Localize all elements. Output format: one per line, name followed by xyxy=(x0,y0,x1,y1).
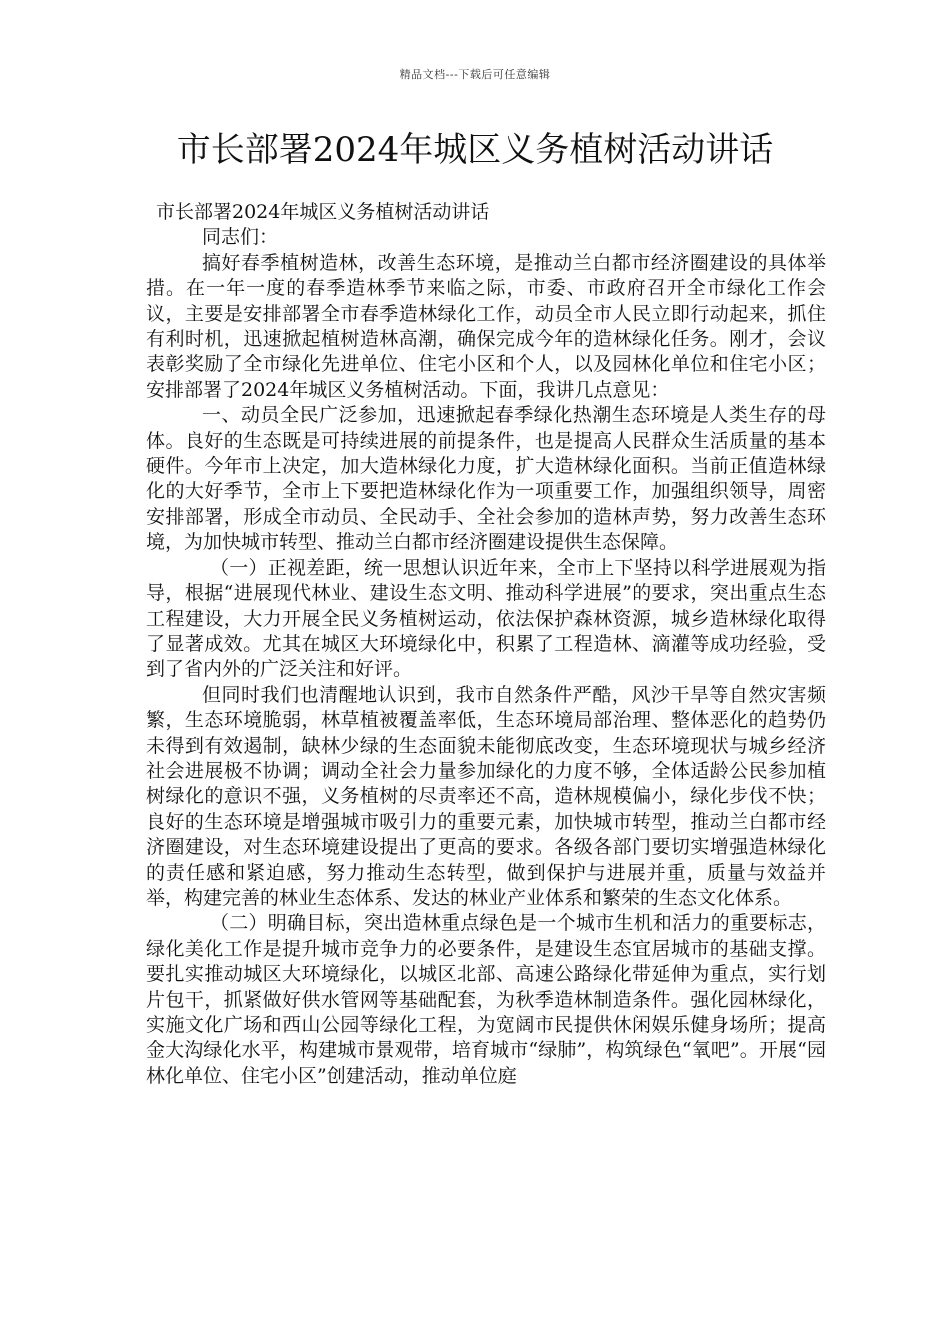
salutation: 同志们： xyxy=(202,226,279,249)
paragraph-subsection-2: （二）明确目标，突出造林重点绿色是一个城市生机和活力的重要标志，绿化美化工作是提升城市竞争力的必要条件，是建设生态宜居城市的基础支撑。要扎实推动城区大环境绿化，以城区北部、高速公路绿化带延伸为重点，实行划片包干，抓紧做好供水管网等基础配套，为秋季造林制造条件。强化园林绿化，实施文化广场和西山公园等绿化工程，为宽阔市民提供休闲娱乐健身场所；提高金大沟绿化水平，构建城市景观带，培育城市“绿肺”，构筑绿色“氧吧”。开展“园林化单位、住宅小区”创建活动，推动单位庭 xyxy=(146,912,826,1087)
document-subtitle: 市长部署2024年城区义务植树活动讲话 xyxy=(156,201,490,223)
document-body xyxy=(146,200,826,1089)
header-note: 精品文档---下载后可任意编辑 xyxy=(399,68,551,81)
paragraph-subsection-1-cont: 但同时我们也清醒地认识到，我市自然条件严酷，风沙干旱等自然灾害频繁，生态环境脆弱，林草植被覆盖率低，生态环境局部治理、整体恶化的趋势仍未得到有效遏制，缺林少绿的生态面貌未能彻底改变，生态环境现状与城乡经济社会进展极不协调；调动全社会力量参加绿化的力度不够，全体适龄公民参加植树绿化的意识不强，义务植树的尽责率还不高，造林规模偏小，绿化步伐不快；良好的生态环境是增强城市吸引力的重要元素，加快城市转型，推动兰白都市经济圈建设，对生态环境建设提出了更高的要求。各级各部门要切实增强造林绿化的责任感和紧迫感，努力推动生态转型，做到保护与进展并重，质量与效益并举，构建完善的林业生态体系、发达的林业产业体系和繁荣的生态文化体系。 xyxy=(146,683,826,909)
document-title: 市长部署2024年城区义务植树活动讲话 xyxy=(176,130,774,170)
paragraph-section-1: 一、动员全民广泛参加，迅速掀起春季绿化热潮生态环境是人类生存的母体。良好的生态既是可持续进展的前提条件，也是提高人民群众生活质量的基本硬件。今年市上决定，加大造林绿化力度，扩大造林绿化面积。当前正值造林绿化的大好季节，全市上下要把造林绿化作为一项重要工作，加强组织领导，周密安排部署，形成全市动员、全民动手、全社会参加的造林声势，努力改善生态环境，为加快城市转型、推动兰白都市经济圈建设提供生态保障。 xyxy=(146,404,826,554)
paragraph-intro: 搞好春季植树造林，改善生态环境，是推动兰白都市经济圈建设的具体举措。在一年一度的春季造林季节来临之际，市委、市政府召开全市绿化工作会议，主要是安排部署全市春季造林绿化工作，动员全市人民立即行动起来，抓住有利时机，迅速掀起植树造林高潮，确保完成今年的造林绿化任务。刚才，会议表彰奖励了全市绿化先进单位、住宅小区和个人，以及园林化单位和住宅小区；安排部署了2024年城区义务植树活动。下面，我讲几点意见： xyxy=(146,251,826,401)
paragraph-subsection-1: （一）正视差距，统一思想认识近年来，全市上下坚持以科学进展观为指导，根据“进展现代林业、建设生态文明、推动科学进展”的要求，突出重点生态工程建设，大力开展全民义务植树运动，依法保护森林资源，城乡造林绿化取得了显著成效。尤其在城区大环境绿化中，积累了工程造林、滴灌等成功经验，受到了省内外的广泛关注和好评。 xyxy=(146,556,826,681)
